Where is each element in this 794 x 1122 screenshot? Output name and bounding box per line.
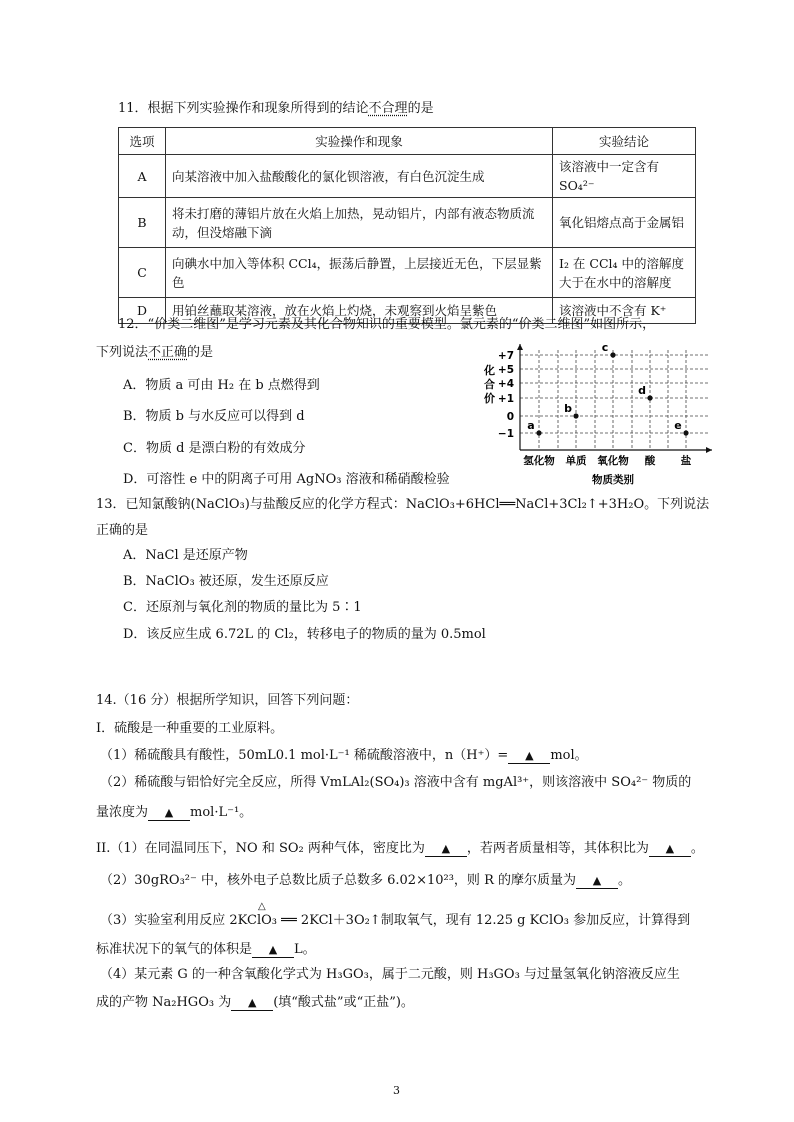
y-tick-labels — [498, 350, 514, 440]
q11-stem-post: 的是 — [407, 101, 434, 116]
data-point-c — [610, 352, 615, 357]
point-label-d: d — [638, 384, 646, 397]
q13-option-a: A．NaCl 是还原产物 — [123, 548, 248, 563]
point-label-e: e — [674, 419, 682, 432]
text: 。 — [690, 841, 704, 856]
y-axis-label-char: 合 — [484, 378, 495, 391]
page-number: 3 — [393, 1084, 400, 1097]
chart-axes — [517, 344, 712, 453]
answer-blank[interactable]: ▲ — [252, 943, 294, 958]
text: mol·L⁻¹。 — [190, 805, 253, 820]
row-operation: 用铂丝蘸取某溶液，放在火焰上灼烧，未观察到火焰呈紫色 — [166, 298, 553, 324]
q11-table — [118, 127, 696, 324]
q11-stem-emphasis: 不合理 — [368, 101, 408, 116]
q13-option-b: B．NaClO₃ 被还原，发生还原反应 — [123, 574, 329, 589]
answer-blank[interactable]: ▲ — [425, 842, 467, 857]
q14-line-2b — [96, 804, 252, 822]
text: 成的产物 Na₂HGO₃ 为 — [96, 995, 232, 1010]
q14-line-5b — [96, 941, 316, 959]
data-point-e — [683, 430, 688, 435]
q14-line-4 — [100, 872, 631, 890]
text: 。 — [618, 873, 632, 888]
table-row — [119, 248, 696, 298]
row-conclusion: 该溶液中不含有 K⁺ — [553, 298, 696, 324]
text: ，若两者质量相等，其体积比为 — [466, 841, 649, 856]
point-label-b: b — [564, 402, 572, 415]
text: 标准状况下的氧气的体积是 — [96, 942, 253, 957]
answer-blank[interactable]: ▲ — [231, 996, 273, 1011]
answer-blank[interactable]: ▲ — [649, 842, 691, 857]
q12-stem-emphasis: 不正确 — [148, 345, 188, 360]
y-axis-label-char: 价 — [484, 392, 495, 405]
y-tick-label: −1 — [497, 428, 514, 440]
y-tick-label: +4 — [497, 378, 514, 390]
text: （2）30gRO₃²⁻ 中，核外电子总数比质子总数多 6.02×10²³，则 R 的摩尔质量为 — [100, 873, 576, 888]
q14-line-5a: （3）实验室利用反应 2KClO₃ ══ 2KCl＋3O₂↑制取氧气，现有 12.25 g KClO₃ 参加反应，计算得到 — [100, 913, 691, 928]
data-point-d — [647, 395, 652, 400]
y-tick-label: +5 — [497, 364, 514, 376]
q12-option-b: B．物质 b 与水反应可以得到 d — [123, 409, 305, 424]
row-operation: 向某溶液中加入盐酸酸化的氯化钡溶液，有白色沉淀生成 — [166, 155, 553, 198]
answer-blank[interactable]: ▲ — [508, 749, 550, 764]
q11-stem — [118, 100, 434, 118]
q14-line-2a: （2）稀硫酸与铝恰好完全反应，所得 VmLAl₂(SO₄)₃ 溶液中含有 mgAl³⁺，则该溶液中 SO₄²⁻ 物质的 — [100, 775, 692, 790]
x-tick-label: 单质 — [565, 455, 587, 467]
row-conclusion: I₂ 在 CCl₄ 中的溶解度大于在水中的溶解度 — [553, 248, 696, 298]
q11-stem-pre: 11．根据下列实验操作和现象所得到的结论 — [118, 101, 369, 116]
point-label-c: c — [601, 341, 609, 354]
header-option: 选项 — [119, 128, 166, 155]
data-point-b — [573, 413, 578, 418]
row-option: D — [119, 298, 166, 324]
q14-title: 14.（16 分）根据所学知识，回答下列问题： — [96, 693, 359, 708]
y-tick-label: 0 — [506, 411, 514, 423]
q13-stem-line1: 13．已知氯酸钠(NaClO₃)与盐酸反应的化学方程式：NaClO₃+6HCl══NaCl+3Cl₂↑+3H₂O。下列说法 — [96, 497, 710, 512]
y-tick-label: +1 — [497, 393, 514, 405]
y-axis-label-char: 化 — [484, 364, 495, 377]
row-operation: 将未打磨的薄铝片放在火焰上加热，晃动铝片，内部有液态物质流动，但没熔融下滴 — [166, 198, 553, 248]
table-row — [119, 198, 696, 248]
y-axis-arrow — [517, 344, 523, 350]
q12-stem-pre: 下列说法 — [96, 345, 149, 360]
data-point-a — [536, 430, 541, 435]
q13-option-c: C．还原剂与氧化剂的物质的量比为 5∶1 — [123, 600, 362, 615]
answer-blank[interactable]: ▲ — [576, 874, 618, 889]
text: II.（1）在同温同压下，NO 和 SO₂ 两种气体，密度比为 — [96, 841, 425, 856]
heat-symbol: △ — [258, 901, 266, 912]
row-option: B — [119, 198, 166, 248]
x-tick-label: 氢化物 — [523, 455, 555, 467]
point-label-a: a — [527, 419, 535, 432]
text: L。 — [294, 942, 316, 957]
text: mol。 — [550, 748, 588, 763]
q12-stem-line2 — [96, 344, 213, 362]
q14-line-3 — [96, 840, 704, 858]
x-tick-label: 氧化物 — [597, 455, 629, 467]
row-operation: 向碘水中加入等体积 CCl₄，振荡后静置，上层接近无色，下层显紫色 — [166, 248, 553, 298]
x-tick-label: 盐 — [680, 455, 692, 467]
text: （1）稀硫酸具有酸性，50mL0.1 mol·L⁻¹ 稀硫酸溶液中，n（H⁺）= — [100, 748, 509, 763]
x-axis-arrow — [706, 447, 712, 453]
q14-part1: I．硫酸是一种重要的工业原料。 — [96, 721, 284, 736]
q14-line-1 — [100, 747, 588, 765]
q14-line-6b — [96, 994, 414, 1012]
chart-grid — [520, 350, 708, 450]
header-conclusion: 实验结论 — [553, 128, 696, 155]
x-tick-labels — [523, 454, 692, 467]
text: 量浓度为 — [96, 805, 149, 820]
x-tick-label: 酸 — [644, 455, 656, 467]
row-conclusion: 该溶液中一定含有 SO₄²⁻ — [553, 155, 696, 198]
q12-option-d: D．可溶性 e 中的阴离子可用 AgNO₃ 溶液和稀硝酸检验 — [123, 472, 450, 487]
row-option: C — [119, 248, 166, 298]
table-row — [119, 155, 696, 198]
answer-blank[interactable]: ▲ — [148, 806, 190, 821]
header-operation: 实验操作和现象 — [166, 128, 553, 155]
x-axis-label: 物质类别 — [592, 474, 634, 486]
q12-stem-post: 的是 — [187, 345, 214, 360]
text: (填“酸式盐”或“正盐”)。 — [273, 995, 414, 1010]
q11-table-header — [119, 128, 696, 155]
q12-option-a: A．物质 a 可由 H₂ 在 b 点燃得到 — [123, 378, 320, 393]
valence-chart — [478, 336, 718, 488]
q14-line-6a: （4）某元素 G 的一种含氧酸化学式为 H₃GO₃，属于二元酸，则 H₃GO₃ 与过量氢氧化钠溶液反应生 — [100, 967, 680, 982]
q13-stem-line2: 正确的是 — [96, 523, 149, 538]
row-option: A — [119, 155, 166, 198]
q13-option-d: D．该反应生成 6.72L 的 Cl₂，转移电子的物质的量为 0.5mol — [123, 627, 486, 642]
row-conclusion: 氧化铝熔点高于金属铝 — [553, 198, 696, 248]
y-axis-label — [483, 363, 495, 405]
q12-stem-line1: 12．“价类二维图”是学习元素及其化合物知识的重要模型。氯元素的“价类二维图”如图所示， — [118, 317, 656, 332]
q12-option-c: C．物质 d 是漂白粉的有效成分 — [123, 441, 306, 456]
y-tick-label: +7 — [497, 350, 514, 362]
